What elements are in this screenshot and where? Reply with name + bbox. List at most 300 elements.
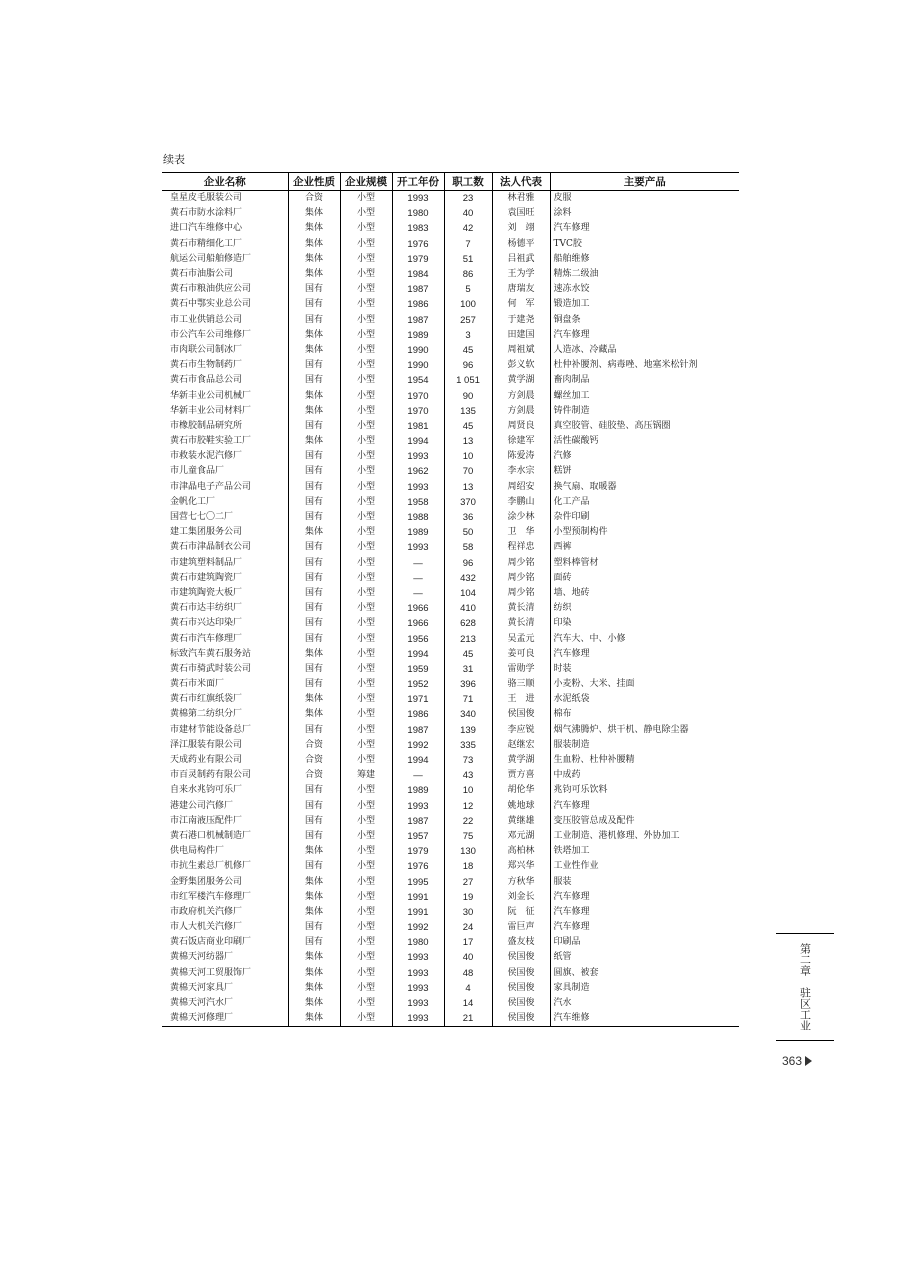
cell-legal-rep: 方剑晨	[492, 404, 550, 419]
cell-scale: 小型	[340, 920, 392, 935]
table-row	[162, 480, 739, 495]
cell-name: 标致汽车黄石服务站	[170, 648, 252, 659]
cell-year: 1991	[392, 890, 444, 905]
cell-products: 糕饼	[550, 464, 739, 479]
table-row	[162, 510, 739, 525]
header-products: 主要产品	[550, 173, 739, 191]
cell-legal-rep: 王为学	[492, 267, 550, 282]
cell-legal-rep: 高柏林	[492, 844, 550, 859]
cell-legal-rep: 方秋华	[492, 874, 550, 889]
cell-legal-rep: 雷勋学	[492, 662, 550, 677]
cell-name: 进口汽车维修中心	[170, 223, 243, 234]
cell-legal-rep: 周祖斌	[492, 343, 550, 358]
cell-employees: 13	[444, 480, 492, 495]
table-row	[162, 237, 739, 252]
cell-year: 1993	[392, 540, 444, 555]
cell-scale: 小型	[340, 707, 392, 722]
table-row	[162, 996, 739, 1011]
cell-year: 1976	[392, 237, 444, 252]
cell-employees: 70	[444, 464, 492, 479]
cell-name: 市津晶电子产品公司	[170, 481, 252, 492]
cell-scale: 小型	[340, 480, 392, 495]
table-row	[162, 753, 739, 768]
cell-scale: 小型	[340, 874, 392, 889]
cell-nature: 国有	[288, 449, 340, 464]
cell-name: 华新丰业公司材料厂	[170, 405, 252, 416]
divider	[776, 1040, 834, 1041]
cell-employees: 3	[444, 328, 492, 343]
cell-scale: 小型	[340, 540, 392, 555]
cell-nature: 集体	[288, 388, 340, 403]
table-row	[162, 905, 739, 920]
cell-nature: 国有	[288, 373, 340, 388]
cell-products: 烟气沸腾炉、烘干机、静电除尘器	[550, 723, 739, 738]
cell-employees: 96	[444, 556, 492, 571]
cell-nature: 国有	[288, 799, 340, 814]
cell-nature: 合资	[288, 191, 340, 207]
cell-name: 黄棉第二纺织分厂	[170, 709, 243, 720]
cell-legal-rep: 杨德平	[492, 237, 550, 252]
cell-year: 1993	[392, 996, 444, 1011]
cell-scale: 小型	[340, 950, 392, 965]
cell-products: 兆钧可乐饮料	[550, 783, 739, 798]
cell-name: 国营七七〇二厂	[170, 512, 234, 523]
cell-employees: 19	[444, 890, 492, 905]
cell-nature: 集体	[288, 692, 340, 707]
cell-legal-rep: 林君雅	[492, 191, 550, 207]
cell-year: 1979	[392, 252, 444, 267]
cell-name: 市公汽车公司维修厂	[170, 329, 252, 340]
cell-scale: 小型	[340, 662, 392, 677]
cell-products: 家具制造	[550, 981, 739, 996]
cell-year: —	[392, 586, 444, 601]
table-row	[162, 935, 739, 950]
cell-products: 汽车大、中、小修	[550, 631, 739, 646]
table-row	[162, 586, 739, 601]
page-number	[782, 1054, 812, 1068]
cell-products: 汽车修理	[550, 799, 739, 814]
cell-products: 小麦粉、大米、挂面	[550, 677, 739, 692]
enterprise-table	[162, 172, 739, 1027]
cell-name: 供电局构件厂	[170, 846, 225, 857]
cell-name: 黄石市米面厂	[170, 679, 225, 690]
cell-nature: 集体	[288, 707, 340, 722]
cell-scale: 小型	[340, 859, 392, 874]
table-row	[162, 252, 739, 267]
cell-nature: 集体	[288, 404, 340, 419]
table-row	[162, 404, 739, 419]
cell-employees: 396	[444, 677, 492, 692]
cell-legal-rep: 彭义软	[492, 358, 550, 373]
cell-nature: 集体	[288, 434, 340, 449]
cell-employees: 23	[444, 191, 492, 207]
cell-year: 1966	[392, 601, 444, 616]
cell-scale: 小型	[340, 692, 392, 707]
cell-employees: 58	[444, 540, 492, 555]
cell-products: 畜肉制品	[550, 373, 739, 388]
cell-year: 1979	[392, 844, 444, 859]
cell-nature: 集体	[288, 525, 340, 540]
cell-employees: 45	[444, 419, 492, 434]
cell-products: 西裤	[550, 540, 739, 555]
cell-name: 市建材节能设备总厂	[170, 724, 252, 735]
cell-name: 黄石中鄂实业总公司	[170, 299, 252, 310]
cell-products: 小型预制构件	[550, 525, 739, 540]
cell-products: 汽车修理	[550, 905, 739, 920]
cell-nature: 合资	[288, 768, 340, 783]
cell-year: 1993	[392, 981, 444, 996]
cell-nature: 国有	[288, 859, 340, 874]
cell-name: 市肉联公司制冰厂	[170, 344, 243, 355]
cell-name: 黄石港口机械制造厂	[170, 830, 252, 841]
table-row	[162, 343, 739, 358]
cell-scale: 小型	[340, 723, 392, 738]
cell-year: 1994	[392, 753, 444, 768]
cell-nature: 集体	[288, 1011, 340, 1027]
header-name: 企业名称	[162, 173, 288, 191]
cell-year: 1980	[392, 206, 444, 221]
cell-scale: 小型	[340, 616, 392, 631]
page-number-text: 363	[782, 1054, 803, 1068]
table-row	[162, 829, 739, 844]
cell-products: 活性碳酸钙	[550, 434, 739, 449]
cell-scale: 小型	[340, 358, 392, 373]
cell-name: 黄石市生物制药厂	[170, 360, 243, 371]
cell-year: 1952	[392, 677, 444, 692]
cell-name: 黄石市汽车修理厂	[170, 633, 243, 644]
cell-name: 皇星皮毛服装公司	[170, 193, 243, 204]
cell-scale: 筹建	[340, 768, 392, 783]
cell-name: 金野集团服务公司	[170, 876, 243, 887]
cell-products: 铸件制造	[550, 404, 739, 419]
table-row	[162, 783, 739, 798]
cell-products: 人造冰、冷藏品	[550, 343, 739, 358]
cell-employees: 7	[444, 237, 492, 252]
cell-products: 螺丝加工	[550, 388, 739, 403]
cell-employees: 36	[444, 510, 492, 525]
cell-employees: 628	[444, 616, 492, 631]
cell-legal-rep: 于建尧	[492, 313, 550, 328]
cell-year: 1991	[392, 905, 444, 920]
cell-legal-rep: 黄长清	[492, 616, 550, 631]
cell-year: 1989	[392, 328, 444, 343]
cell-employees: 30	[444, 905, 492, 920]
cell-year: 1986	[392, 707, 444, 722]
cell-employees: 104	[444, 586, 492, 601]
cell-nature: 国有	[288, 540, 340, 555]
cell-scale: 小型	[340, 890, 392, 905]
cell-year: 1987	[392, 814, 444, 829]
cell-legal-rep: 侯国俊	[492, 966, 550, 981]
enterprise-table-container	[162, 172, 739, 1027]
cell-products: 换气扇、取暖器	[550, 480, 739, 495]
table-row	[162, 890, 739, 905]
cell-year: —	[392, 556, 444, 571]
table-row	[162, 966, 739, 981]
table-row	[162, 723, 739, 738]
cell-name: 黄石市津晶制衣公司	[170, 542, 252, 553]
cell-name: 建工集团服务公司	[170, 527, 243, 538]
cell-employees: 5	[444, 282, 492, 297]
cell-products: 真空胶管、硅胶垫、高压锅圈	[550, 419, 739, 434]
cell-name: 市红军楼汽车修理厂	[170, 891, 252, 902]
cell-employees: 12	[444, 799, 492, 814]
cell-name: 黄石市油脂公司	[170, 269, 234, 280]
cell-year: 1987	[392, 313, 444, 328]
cell-products: 汽车修理	[550, 328, 739, 343]
cell-year: 1993	[392, 966, 444, 981]
cell-legal-rep: 雷巨声	[492, 920, 550, 935]
cell-scale: 小型	[340, 434, 392, 449]
cell-year: 1989	[392, 525, 444, 540]
cell-year: 1957	[392, 829, 444, 844]
header-scale: 企业规模	[340, 173, 392, 191]
cell-nature: 集体	[288, 237, 340, 252]
cell-name: 黄石市达丰纺织厂	[170, 603, 243, 614]
cell-scale: 小型	[340, 343, 392, 358]
cell-scale: 小型	[340, 388, 392, 403]
table-row	[162, 419, 739, 434]
cell-year: 1994	[392, 434, 444, 449]
cell-year: 1980	[392, 935, 444, 950]
cell-scale: 小型	[340, 966, 392, 981]
table-row	[162, 662, 739, 677]
cell-employees: 1 051	[444, 373, 492, 388]
cell-nature: 集体	[288, 874, 340, 889]
table-row	[162, 206, 739, 221]
next-arrow-icon	[805, 1056, 812, 1066]
header-year: 开工年份	[392, 173, 444, 191]
cell-nature: 集体	[288, 966, 340, 981]
cell-scale: 小型	[340, 753, 392, 768]
cell-products: 印刷品	[550, 935, 739, 950]
table-row	[162, 556, 739, 571]
cell-employees: 43	[444, 768, 492, 783]
cell-name: 自来水兆钧可乐厂	[170, 785, 243, 796]
cell-employees: 45	[444, 647, 492, 662]
cell-name: 市政府机关汽修厂	[170, 906, 243, 917]
table-row	[162, 571, 739, 586]
cell-scale: 小型	[340, 510, 392, 525]
continued-label: 续表	[163, 153, 185, 166]
cell-scale: 小型	[340, 647, 392, 662]
table-row	[162, 692, 739, 707]
cell-scale: 小型	[340, 981, 392, 996]
cell-year: 1956	[392, 631, 444, 646]
table-row	[162, 525, 739, 540]
cell-nature: 国有	[288, 677, 340, 692]
table-row	[162, 738, 739, 753]
cell-name: 黄石市食品总公司	[170, 375, 243, 386]
cell-employees: 17	[444, 935, 492, 950]
cell-legal-rep: 姚地球	[492, 799, 550, 814]
cell-year: 1990	[392, 358, 444, 373]
cell-nature: 国有	[288, 935, 340, 950]
cell-name: 黄石市红旗纸袋厂	[170, 694, 243, 705]
cell-employees: 96	[444, 358, 492, 373]
cell-products: 时装	[550, 662, 739, 677]
cell-employees: 135	[444, 404, 492, 419]
cell-products: 杜仲补腰剂、病毒唑、地塞米松针剂	[550, 358, 739, 373]
cell-nature: 集体	[288, 647, 340, 662]
table-row	[162, 282, 739, 297]
cell-products: 涂料	[550, 206, 739, 221]
cell-legal-rep: 周少铭	[492, 586, 550, 601]
cell-employees: 73	[444, 753, 492, 768]
cell-nature: 国有	[288, 662, 340, 677]
cell-scale: 小型	[340, 267, 392, 282]
cell-year: 1994	[392, 647, 444, 662]
cell-scale: 小型	[340, 221, 392, 236]
cell-products: 汽车修理	[550, 647, 739, 662]
cell-year: 1993	[392, 480, 444, 495]
cell-legal-rep: 卫 华	[492, 525, 550, 540]
table-row	[162, 313, 739, 328]
cell-name: 市江南液压配件厂	[170, 815, 243, 826]
cell-legal-rep: 侯国俊	[492, 707, 550, 722]
table-row	[162, 540, 739, 555]
cell-products: 汽车修理	[550, 221, 739, 236]
cell-name: 黄石市胶鞋实验工厂	[170, 436, 252, 447]
cell-nature: 集体	[288, 221, 340, 236]
cell-scale: 小型	[340, 783, 392, 798]
cell-nature: 国有	[288, 616, 340, 631]
cell-name: 市百灵制药有限公司	[170, 770, 252, 781]
cell-year: 1959	[392, 662, 444, 677]
cell-name: 黄石饭店商业印刷厂	[170, 937, 252, 948]
cell-year: 1976	[392, 859, 444, 874]
cell-scale: 小型	[340, 525, 392, 540]
cell-year: 1962	[392, 464, 444, 479]
cell-employees: 432	[444, 571, 492, 586]
table-row	[162, 1011, 739, 1027]
cell-scale: 小型	[340, 404, 392, 419]
cell-legal-rep: 李应锐	[492, 723, 550, 738]
cell-legal-rep: 李鹏山	[492, 495, 550, 510]
table-row	[162, 464, 739, 479]
cell-legal-rep: 骆三顺	[492, 677, 550, 692]
cell-name: 航运公司船舶修造厂	[170, 253, 252, 264]
cell-products: 面砖	[550, 571, 739, 586]
table-row	[162, 950, 739, 965]
cell-products: 化工产品	[550, 495, 739, 510]
cell-legal-rep: 田建国	[492, 328, 550, 343]
cell-nature: 国有	[288, 313, 340, 328]
cell-name: 港建公司汽修厂	[170, 800, 234, 811]
cell-products: 速冻水饺	[550, 282, 739, 297]
cell-nature: 国有	[288, 297, 340, 312]
cell-scale: 小型	[340, 829, 392, 844]
table-body	[162, 191, 739, 1027]
cell-name: 黄石市防水涂料厂	[170, 208, 243, 219]
cell-nature: 集体	[288, 267, 340, 282]
cell-scale: 小型	[340, 464, 392, 479]
cell-scale: 小型	[340, 297, 392, 312]
cell-legal-rep: 阮 征	[492, 905, 550, 920]
cell-nature: 集体	[288, 343, 340, 358]
cell-nature: 集体	[288, 890, 340, 905]
cell-name: 黄棉天河纺器厂	[170, 952, 234, 963]
table-header-row	[162, 173, 739, 191]
cell-employees: 410	[444, 601, 492, 616]
cell-products: 船舶维修	[550, 252, 739, 267]
cell-employees: 22	[444, 814, 492, 829]
table-row	[162, 328, 739, 343]
cell-scale: 小型	[340, 237, 392, 252]
cell-products: 汽车维修	[550, 1011, 739, 1027]
cell-scale: 小型	[340, 206, 392, 221]
cell-products: 水泥纸袋	[550, 692, 739, 707]
cell-products: 塑料棒管材	[550, 556, 739, 571]
cell-name: 市工业供销总公司	[170, 314, 243, 325]
cell-legal-rep: 袁国旺	[492, 206, 550, 221]
cell-products: 汽修	[550, 449, 739, 464]
cell-year: —	[392, 571, 444, 586]
cell-scale: 小型	[340, 935, 392, 950]
cell-employees: 21	[444, 1011, 492, 1027]
table-row	[162, 267, 739, 282]
cell-nature: 国有	[288, 510, 340, 525]
cell-nature: 国有	[288, 358, 340, 373]
cell-legal-rep: 黄长清	[492, 601, 550, 616]
table-row	[162, 874, 739, 889]
cell-legal-rep: 周绍安	[492, 480, 550, 495]
cell-employees: 14	[444, 996, 492, 1011]
cell-scale: 小型	[340, 191, 392, 207]
cell-year: 1993	[392, 449, 444, 464]
cell-legal-rep: 周少铭	[492, 556, 550, 571]
cell-nature: 国有	[288, 556, 340, 571]
cell-employees: 40	[444, 206, 492, 221]
cell-year: 1993	[392, 950, 444, 965]
cell-name: 市救装水泥汽修厂	[170, 451, 243, 462]
cell-employees: 340	[444, 707, 492, 722]
cell-nature: 国有	[288, 586, 340, 601]
cell-legal-rep: 程祥忠	[492, 540, 550, 555]
cell-name: 黄棉天河工贸服饰厂	[170, 967, 252, 978]
cell-nature: 集体	[288, 996, 340, 1011]
cell-legal-rep: 黄学湖	[492, 753, 550, 768]
cell-nature: 国有	[288, 631, 340, 646]
cell-nature: 国有	[288, 480, 340, 495]
cell-legal-rep: 姜可良	[492, 647, 550, 662]
cell-scale: 小型	[340, 631, 392, 646]
cell-legal-rep: 刘金长	[492, 890, 550, 905]
cell-products: 生血粉、杜仲补腰精	[550, 753, 739, 768]
header-nature: 企业性质	[288, 173, 340, 191]
cell-products: 锻造加工	[550, 297, 739, 312]
cell-products: TVC胶	[550, 237, 739, 252]
table-row	[162, 981, 739, 996]
cell-employees: 86	[444, 267, 492, 282]
cell-employees: 42	[444, 221, 492, 236]
cell-legal-rep: 吴孟元	[492, 631, 550, 646]
cell-name: 黄棉天河汽水厂	[170, 998, 234, 1009]
cell-employees: 90	[444, 388, 492, 403]
cell-year: 1993	[392, 191, 444, 207]
cell-scale: 小型	[340, 373, 392, 388]
cell-year: 1990	[392, 343, 444, 358]
cell-legal-rep: 周贤良	[492, 419, 550, 434]
table-row	[162, 814, 739, 829]
cell-name: 市建筑陶瓷大板厂	[170, 587, 243, 598]
cell-employees: 48	[444, 966, 492, 981]
cell-legal-rep: 唐瑞友	[492, 282, 550, 297]
cell-legal-rep: 侯国俊	[492, 981, 550, 996]
cell-scale: 小型	[340, 495, 392, 510]
table-row	[162, 434, 739, 449]
cell-scale: 小型	[340, 449, 392, 464]
